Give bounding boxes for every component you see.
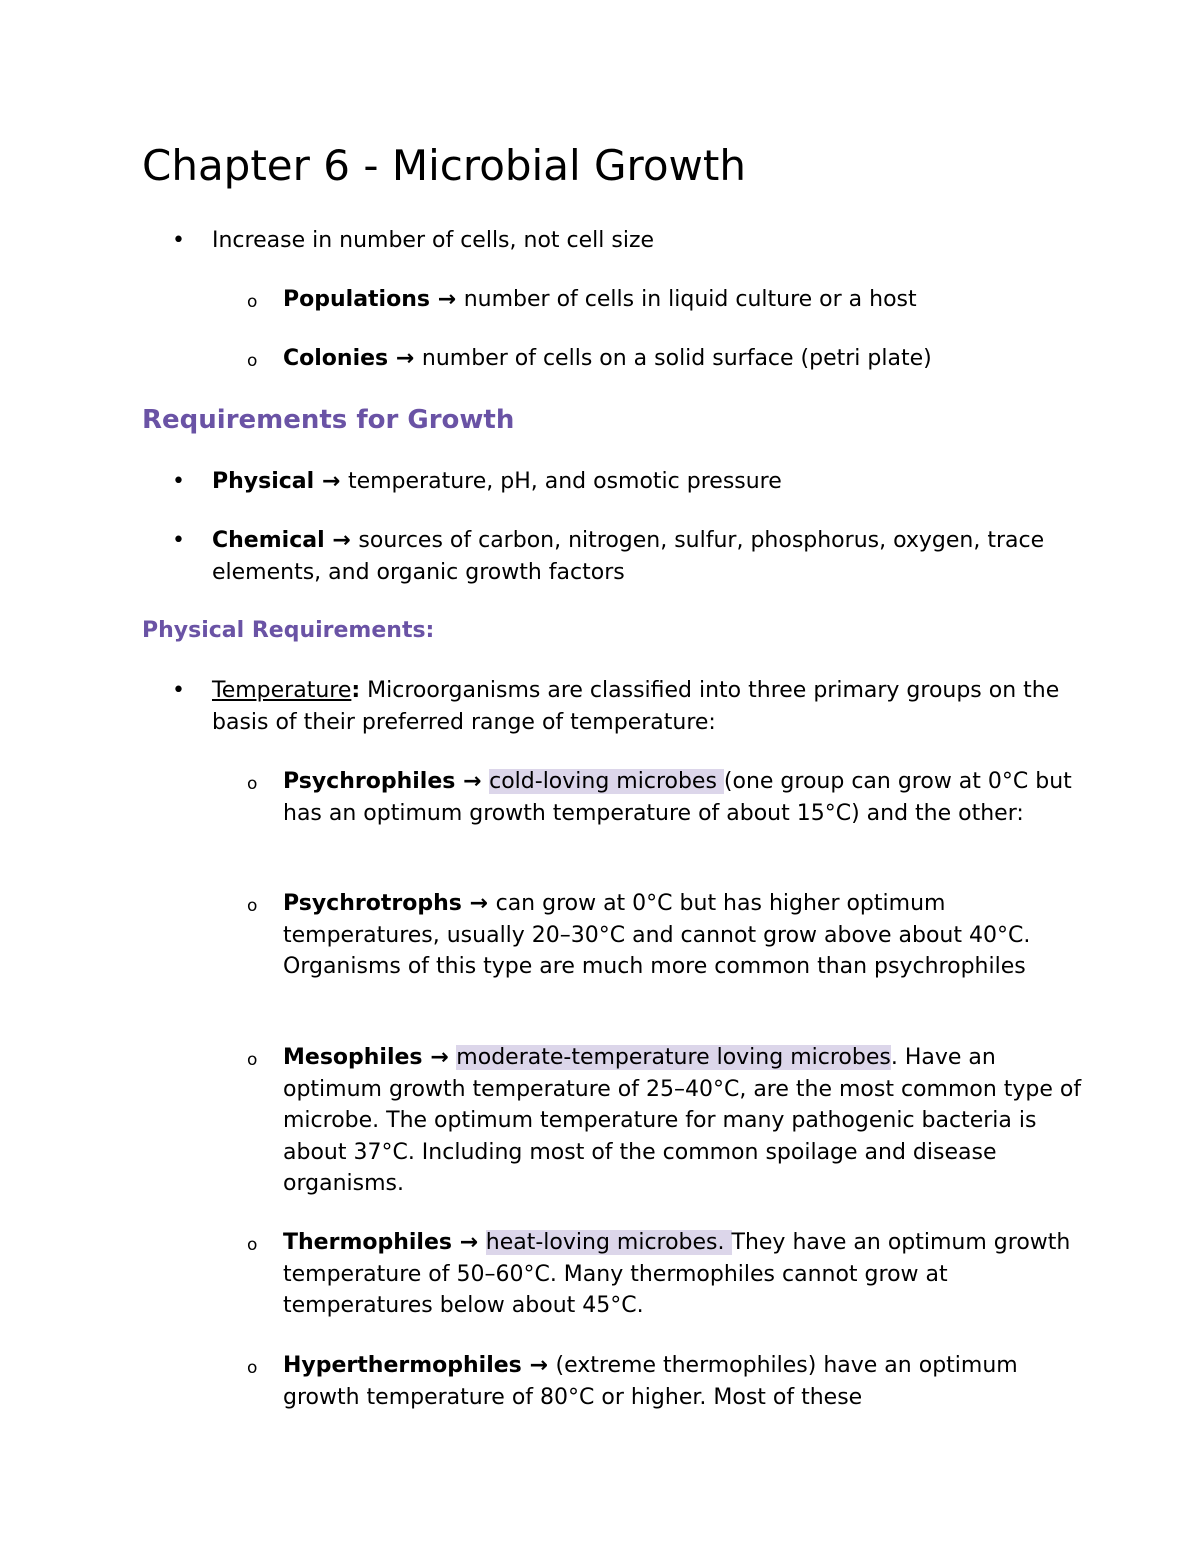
arrow-icon: → bbox=[461, 891, 496, 916]
arrow-icon: → bbox=[455, 769, 490, 794]
list-item-colonies: Colonies → number of cells on a solid surface (petri plate) bbox=[283, 346, 932, 371]
sub-bullet-icon: o bbox=[247, 1050, 258, 1070]
list-item-psychrotrophs: Psychrotrophs → can grow at 0°C but has higher optimum temperatures, usually 20–30°C and cannot grow above about 40°C. Organisms of this type are much more common than psychrophiles bbox=[283, 891, 1031, 979]
list-item-hyperthermophiles: Hyperthermophiles → (extreme thermophiles) have an optimum growth temperature of 80°C or higher. Most of these bbox=[283, 1353, 1018, 1410]
page-title: Chapter 6 - Microbial Growth bbox=[142, 141, 746, 190]
highlight: cold-loving microbes bbox=[489, 769, 724, 794]
list-item-chemical: Chemical → sources of carbon, nitrogen, sulfur, phosphorus, oxygen, trace elements, and organic growth factors bbox=[212, 528, 1045, 585]
list-item-populations: Populations → number of cells in liquid culture or a host bbox=[283, 287, 917, 312]
bullet-icon: • bbox=[172, 528, 185, 553]
sub-bullet-icon: o bbox=[247, 1358, 258, 1378]
section-heading-requirements: Requirements for Growth bbox=[142, 405, 515, 435]
section-heading-physical: Physical Requirements: bbox=[142, 618, 435, 643]
highlight: moderate-temperature loving microbes bbox=[456, 1045, 891, 1070]
arrow-icon: → bbox=[324, 528, 359, 553]
bullet-icon: • bbox=[172, 469, 185, 494]
list-item: Increase in number of cells, not cell size bbox=[212, 228, 655, 253]
list-item-mesophiles: Mesophiles → moderate-temperature loving microbes. Have an optimum growth temperature of 25–40°C, are the most common type of microbe. The optimum temperature for many pathogenic bacteria is about 37°C. Including most of the common spoilage and disease organisms. bbox=[283, 1045, 1082, 1196]
arrow-icon: → bbox=[388, 346, 422, 371]
sub-bullet-icon: o bbox=[247, 1235, 258, 1255]
list-item-psychrophiles: Psychrophiles → cold-loving microbes (one group can grow at 0°C but has an optimum growth temperature of about 15°C) and the other: bbox=[283, 769, 1072, 826]
arrow-icon: → bbox=[314, 469, 348, 494]
list-item-physical: Physical → temperature, pH, and osmotic pressure bbox=[212, 469, 782, 494]
list-item-thermophiles: Thermophiles → heat-loving microbes. They have an optimum growth temperature of 50–60°C. Many thermophiles cannot grow at temperatures below about 45°C. bbox=[283, 1230, 1071, 1318]
arrow-icon: → bbox=[429, 287, 464, 312]
sub-bullet-icon: o bbox=[247, 351, 258, 371]
sub-bullet-icon: o bbox=[247, 774, 258, 794]
highlight: heat-loving microbes. bbox=[485, 1230, 732, 1255]
bullet-icon: • bbox=[172, 678, 185, 703]
bullet-icon: • bbox=[172, 228, 185, 253]
sub-bullet-icon: o bbox=[247, 292, 258, 312]
arrow-icon: → bbox=[422, 1045, 457, 1070]
arrow-icon: → bbox=[452, 1230, 486, 1255]
arrow-icon: → bbox=[521, 1353, 556, 1378]
sub-bullet-icon: o bbox=[247, 896, 258, 916]
list-item-temperature: Temperature: Microorganisms are classified into three primary groups on the basis of their preferred range of temperature: bbox=[212, 678, 1060, 735]
